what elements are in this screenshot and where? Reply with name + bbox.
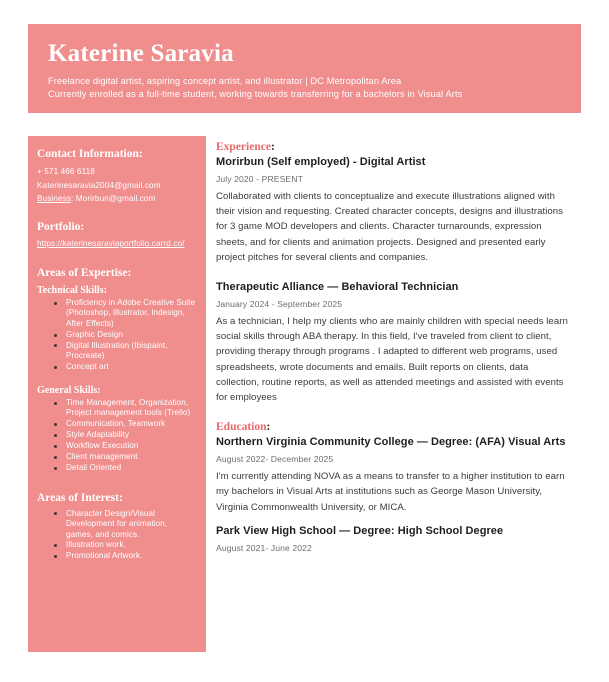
education-date: August 2022- December 2025 bbox=[216, 454, 334, 465]
interest-heading: Areas of Interest: bbox=[37, 491, 123, 504]
list-item: Graphic Design bbox=[37, 330, 196, 340]
list-item: Workflow Execution bbox=[37, 441, 196, 451]
business-email-value: : Morirbun@gmail.com bbox=[71, 194, 156, 203]
interest-list bbox=[37, 509, 196, 562]
list-item: Concept art bbox=[37, 362, 196, 372]
sidebar bbox=[28, 136, 206, 652]
header-tagline-line-2: Currently enrolled as a full-time student, working towards transferring for a bachelors in Visual Arts bbox=[48, 89, 463, 99]
expertise-heading: Areas of Expertise: bbox=[37, 267, 132, 279]
list-item: Promotional Artwork. bbox=[37, 551, 196, 561]
job-date: January 2024 - September 2025 bbox=[216, 299, 343, 310]
education-heading-colon: : bbox=[266, 421, 271, 434]
experience-section-heading bbox=[216, 140, 574, 154]
list-item: Time Management, Organization, Project management tools (Trello) bbox=[37, 398, 196, 419]
education-title: Park View High School — Degree: High School Degree bbox=[216, 524, 504, 537]
list-item: Detail Oriented bbox=[37, 463, 196, 473]
list-item: Client management bbox=[37, 452, 196, 462]
job-description: As a technician, I help my clients who are mainly children with special needs learn social skills through ABA therapy. In this field, I've traveled from client to client, providing therapy through programs . I adapted to different web programs, used spreadsheets, wrote documents and emails. Built reports on clients, data collection, routine reports, as well as attended meetings and assisted with events for employees bbox=[216, 316, 568, 404]
list-item: Character Design/Visual Development for animation, games, and comics. bbox=[37, 509, 196, 540]
contact-phone: + 571 466 6118 bbox=[37, 167, 95, 176]
experience-entry bbox=[216, 280, 574, 405]
experience-heading-colon: : bbox=[270, 141, 275, 153]
general-skills-heading: General Skills: bbox=[37, 384, 101, 396]
business-label: Business bbox=[37, 194, 72, 203]
education-description: I'm currently attending NOVA as a means to transfer to a higher institution to earn my bachelors in Visual Arts at institutions such as George Mason University, Virginia Commonwealth University, or MICA. bbox=[216, 471, 565, 513]
contact-heading: Contact Information: bbox=[37, 148, 143, 160]
technical-skills-heading: Technical Skills: bbox=[37, 285, 107, 296]
job-title: Therapeutic Alliance — Behavioral Technician bbox=[216, 281, 459, 294]
page-title: Katerine Saravia bbox=[48, 40, 234, 67]
contact-business-email bbox=[37, 192, 196, 206]
education-date: August 2021- June 2022 bbox=[216, 542, 312, 553]
job-title: Morirbun (Self employed) - Digital Artist bbox=[216, 156, 426, 168]
education-entry bbox=[216, 524, 574, 555]
header-banner bbox=[28, 24, 581, 113]
header-tagline-line-1: Freelance digital artist, aspiring concept artist, and illustrator | DC Metropolitan Area bbox=[48, 76, 402, 86]
list-item: Proficiency in Adobe Creative Suite (Photoshop, Illustrator, Indesign, After Effects) bbox=[37, 298, 196, 329]
education-title: Northern Virginia Community College — Degree: (AFA) Visual Arts bbox=[216, 436, 566, 449]
portfolio-link[interactable]: https://katerinesaraviaportfolio.carrd.co/ bbox=[37, 238, 185, 248]
general-skills-list bbox=[37, 398, 196, 473]
list-item: Communication, Teamwork bbox=[37, 419, 196, 429]
main-content bbox=[216, 140, 574, 555]
education-heading-text: Education bbox=[216, 421, 267, 434]
experience-heading-text: Experience bbox=[216, 141, 271, 153]
job-description: Collaborated with clients to conceptualize and execute illustrations aligned with their vision and requesting. Created character concepts, designs and illustrations for 3 game MOD developers and clients. Character turnarounds, expression sheets, and for clients and animation projects. Designed and presented early project pitches for several clients and companies. bbox=[216, 191, 564, 263]
list-item: Illustration work. bbox=[37, 540, 196, 550]
technical-skills-list bbox=[37, 298, 196, 372]
experience-entry bbox=[216, 155, 574, 265]
education-section-heading bbox=[216, 420, 574, 434]
portfolio-heading: Portfolio: bbox=[37, 220, 85, 233]
list-item: Style Adaptability bbox=[37, 430, 196, 440]
contact-email: Katerinesaravia2004@gmail.com bbox=[37, 180, 161, 190]
education-entry bbox=[216, 435, 574, 515]
job-date: July 2020 - PRESENT bbox=[216, 174, 303, 184]
list-item: Digital Illustration (Ibispaint, Procreate) bbox=[37, 341, 196, 362]
